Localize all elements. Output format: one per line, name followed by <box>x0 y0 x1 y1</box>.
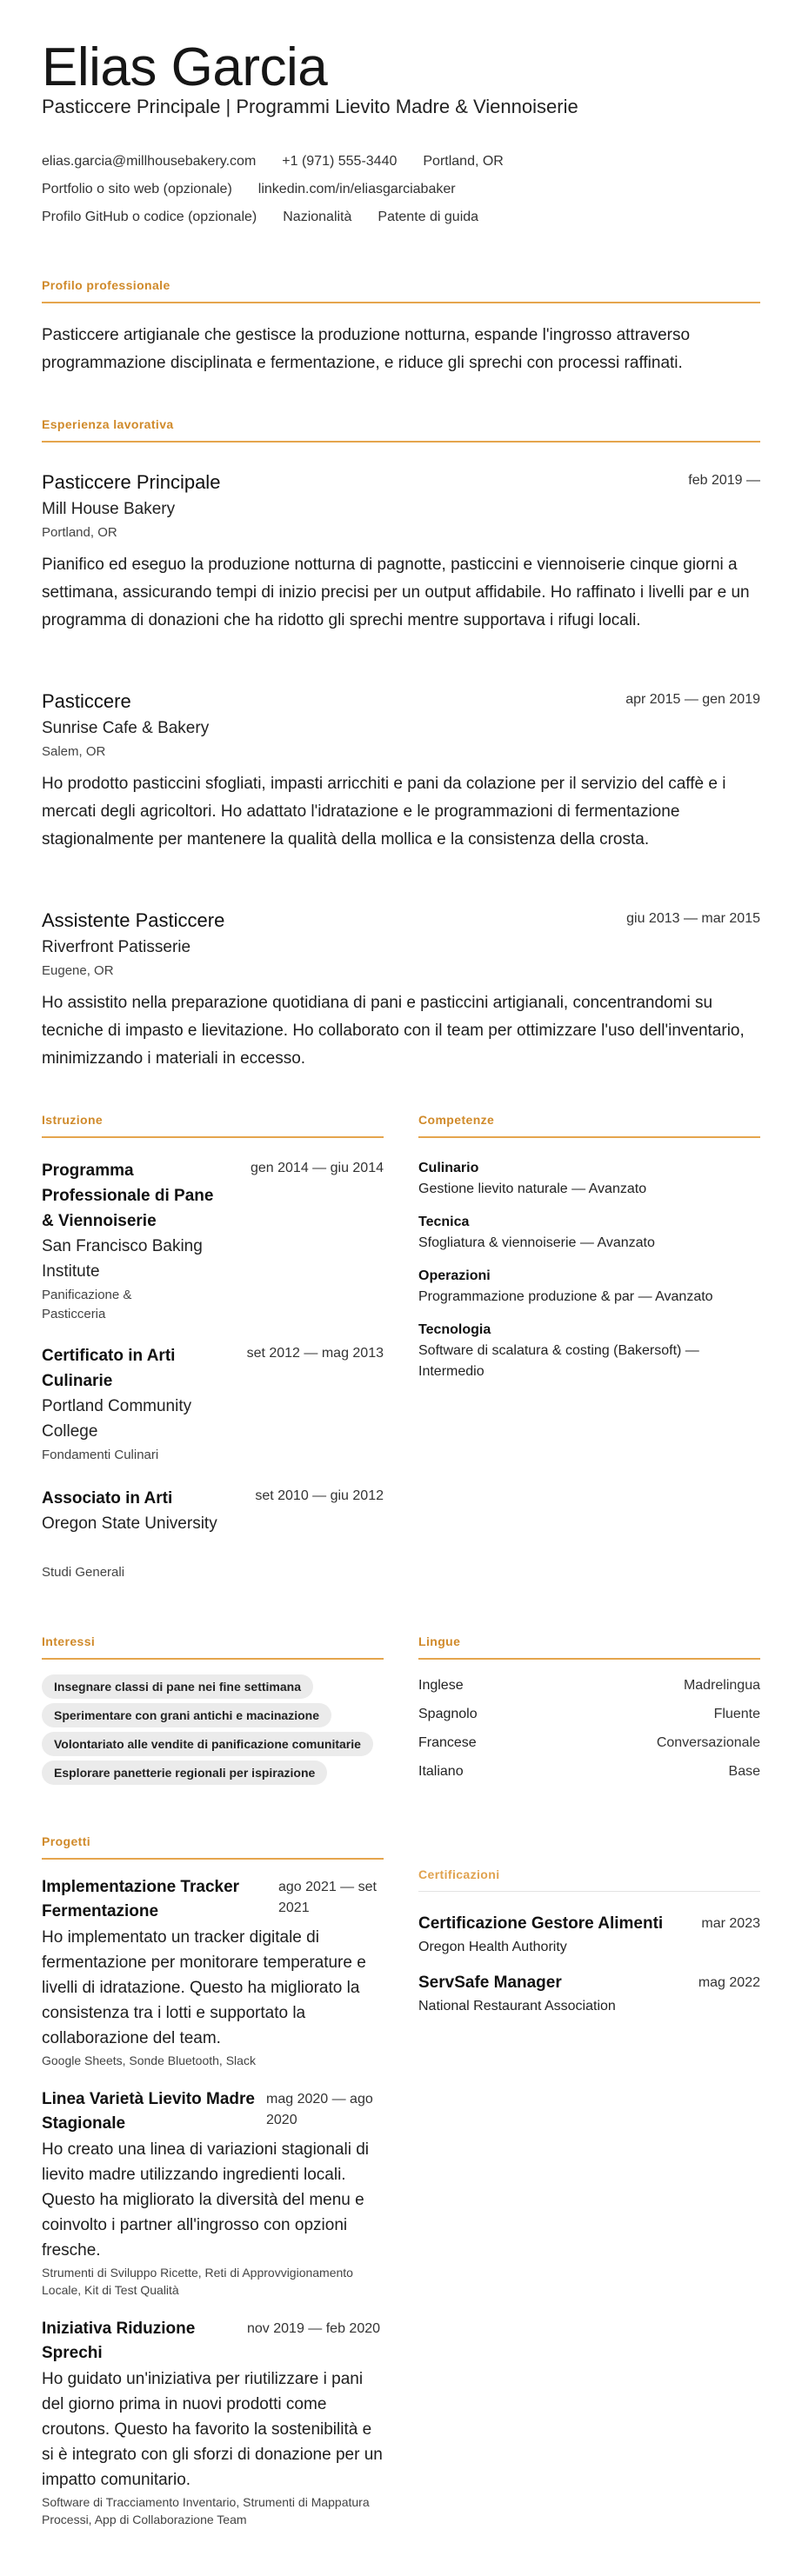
candidate-headline: Pasticcere Principale | Programmi Lievito Madre & Viennoiserie <box>42 96 578 117</box>
job-dates: apr 2015 — gen 2019 <box>625 692 760 707</box>
project-dates: ago 2021 — set 2021 <box>278 1880 377 1915</box>
experience-section-title: Esperienza lavorativa <box>42 417 174 431</box>
interest-chip: Volontariato alle vendite di panificazione comunitarie <box>42 1732 373 1756</box>
project-dates: nov 2019 — feb 2020 <box>247 2321 381 2336</box>
job-location: Eugene, OR <box>42 963 114 978</box>
language-level: Madrelingua <box>683 1678 760 1693</box>
project-description: Ho creato una linea di variazioni stagionali di lievito madre utilizzando ingredienti locali. Questo ha migliorato la diversità del menu e coinvolto i partner all'ingrosso con opzioni fresche. <box>42 2140 370 2260</box>
language-level: Conversazionale <box>656 1735 760 1750</box>
project-tech: Google Sheets, Sonde Bluetooth, Slack <box>42 2053 256 2067</box>
language-level: Fluente <box>713 1707 760 1721</box>
languages-section-title: Lingue <box>418 1634 461 1648</box>
job-company: Mill House Bakery <box>42 500 176 518</box>
job-description: Pianifico ed eseguo la produzione notturna di pagnotte, pasticcini e viennoiserie cinque giorni a settimana, assicurando tempi di inizio precisi per un output affidabile. Ho raffinato i livelli par e un programma di donazioni che ha ridotto gli sprechi mentre supportava i rifugi locali. <box>42 556 750 629</box>
education-field: Panificazione & Pasticceria <box>42 1288 132 1321</box>
language-name: Francese <box>418 1735 477 1750</box>
skill-category: Tecnica <box>418 1215 470 1229</box>
certification-date: mar 2023 <box>701 1916 760 1931</box>
profile-summary: Pasticcere artigianale che gestisce la produzione notturna, espande l'ingrosso attraverso programmazione disciplinata e fermentazione, e riduce gli sprechi con processi raffinati. <box>42 326 691 372</box>
education-school: San Francisco Baking Institute <box>42 1237 203 1281</box>
education-field: Fondamenti Culinari <box>42 1448 159 1462</box>
education-degree: Programma Professionale di Pane & Viennoiserie <box>42 1162 214 1230</box>
education-divider <box>42 1136 384 1138</box>
language-level: Base <box>728 1764 760 1779</box>
job-dates: feb 2019 — <box>688 473 760 488</box>
project-title: Linea Varietà Lievito Madre Stagionale <box>42 2090 255 2133</box>
job-company: Riverfront Patisserie <box>42 938 191 956</box>
contact-license: Patente di guida <box>378 210 479 224</box>
job-role: Assistente Pasticcere <box>42 909 225 931</box>
profile-section-title: Profilo professionale <box>42 278 170 292</box>
skill-category: Tecnologia <box>418 1322 491 1337</box>
language-name: Inglese <box>418 1678 464 1693</box>
contact-github[interactable]: Profilo GitHub o codice (opzionale) <box>42 210 257 224</box>
contact-row-2 <box>42 182 482 197</box>
project-title: Implementazione Tracker Fermentazione <box>42 1878 240 1920</box>
contact-location: Portland, OR <box>423 154 504 169</box>
project-description: Ho guidato un'iniziativa per riutilizzare i pani del giorno prima in nuovi prodotti come croutons. Questo ha favorito la sostenibilità e si è integrato con gli sforzi di donazione per un impatto comunitario. <box>42 2370 383 2489</box>
project-title: Iniziativa Riduzione Sprechi <box>42 2320 196 2362</box>
education-dates: set 2012 — mag 2013 <box>246 1346 384 1361</box>
certification-issuer: National Restaurant Association <box>418 1999 616 2014</box>
education-section-title: Istruzione <box>42 1113 104 1127</box>
certifications-section-title: Certificazioni <box>418 1867 500 1881</box>
job-description: Ho prodotto pasticcini sfogliati, impasti arricchiti e pani da colazione per il servizio del caffè e i mercati degli agricoltori. Ho adattato l'idratazione e le programmazioni di fermentazione stagionalmente per mantenere la qualità della mollica e la consistenza della crosta. <box>42 775 726 849</box>
languages-divider <box>418 1658 760 1660</box>
contact-row-3 <box>42 210 505 225</box>
projects-section-title: Progetti <box>42 1834 91 1848</box>
interest-chip: Esplorare panetterie regionali per ispirazione <box>42 1761 327 1785</box>
contact-email[interactable]: elias.garcia@millhousebakery.com <box>42 154 257 169</box>
job-role: Pasticcere <box>42 690 131 712</box>
certification-issuer: Oregon Health Authority <box>418 1940 567 1954</box>
project-dates: mag 2020 — ago 2020 <box>266 2092 373 2127</box>
interests-divider <box>42 1658 384 1660</box>
contact-nationality: Nazionalità <box>283 210 352 224</box>
education-school: Oregon State University <box>42 1514 217 1533</box>
education-school: Portland Community College <box>42 1397 192 1441</box>
certifications-divider <box>418 1891 760 1892</box>
education-degree: Certificato in Arti Culinarie <box>42 1347 176 1390</box>
project-tech: Strumenti di Sviluppo Ricette, Reti di Approvvigionamento Locale, Kit di Test Qualità <box>42 2266 353 2297</box>
education-dates: gen 2014 — giu 2014 <box>250 1161 384 1175</box>
certification-date: mag 2022 <box>698 1975 760 1990</box>
skills-section-title: Competenze <box>418 1113 495 1127</box>
language-name: Spagnolo <box>418 1707 478 1721</box>
education-dates: set 2010 — giu 2012 <box>255 1488 384 1503</box>
education-degree: Associato in Arti <box>42 1489 173 1508</box>
language-name: Italiano <box>418 1764 464 1779</box>
interest-chip: Sperimentare con grani antichi e macinazione <box>42 1703 331 1727</box>
job-location: Salem, OR <box>42 744 106 759</box>
skill-value: Sfogliatura & viennoiserie — Avanzato <box>418 1235 655 1250</box>
contact-row-1 <box>42 154 530 170</box>
skills-divider <box>418 1136 760 1138</box>
contact-linkedin[interactable]: linkedin.com/in/eliasgarciabaker <box>257 182 456 196</box>
certification-title: ServSafe Manager <box>418 1974 562 1992</box>
skill-value: Programmazione produzione & par — Avanzato <box>418 1289 713 1304</box>
skill-category: Culinario <box>418 1161 479 1175</box>
education-field: Studi Generali <box>42 1565 125 1580</box>
profile-divider <box>42 302 760 303</box>
contact-phone[interactable]: +1 (971) 555-3440 <box>282 154 398 169</box>
job-location: Portland, OR <box>42 525 117 540</box>
candidate-name: Elias Garcia <box>42 37 328 97</box>
skill-category: Operazioni <box>418 1268 491 1283</box>
project-description: Ho implementato un tracker digitale di fermentazione per monitorare temperature e livelli di idratazione. Questo ha migliorato la consistenza tra i lotti e supportato la collaborazione del team. <box>42 1928 366 2047</box>
contact-portfolio[interactable]: Portfolio o sito web (opzionale) <box>42 182 232 196</box>
skill-value: Software di scalatura & costing (Bakersoft) — Intermedio <box>418 1343 699 1379</box>
job-dates: giu 2013 — mar 2015 <box>626 911 760 926</box>
skill-value: Gestione lievito naturale — Avanzato <box>418 1181 647 1196</box>
projects-divider <box>42 1858 384 1860</box>
interest-chip: Insegnare classi di pane nei fine settimana <box>42 1674 313 1699</box>
interests-section-title: Interessi <box>42 1634 96 1648</box>
project-tech: Software di Tracciamento Inventario, Strumenti di Mappatura Processi, App di Collaborazione Team <box>42 2495 370 2526</box>
job-role: Pasticcere Principale <box>42 471 221 493</box>
job-company: Sunrise Cafe & Bakery <box>42 719 210 737</box>
certification-title: Certificazione Gestore Alimenti <box>418 1914 664 1933</box>
job-description: Ho assistito nella preparazione quotidiana di pani e pasticcini artigianali, concentrandomi su tecniche di impasto e lievitazione. Ho collaborato con il team per ottimizzare l'uso dell'inventario, minimizzando i materiali in eccesso. <box>42 994 745 1068</box>
experience-divider <box>42 441 760 443</box>
